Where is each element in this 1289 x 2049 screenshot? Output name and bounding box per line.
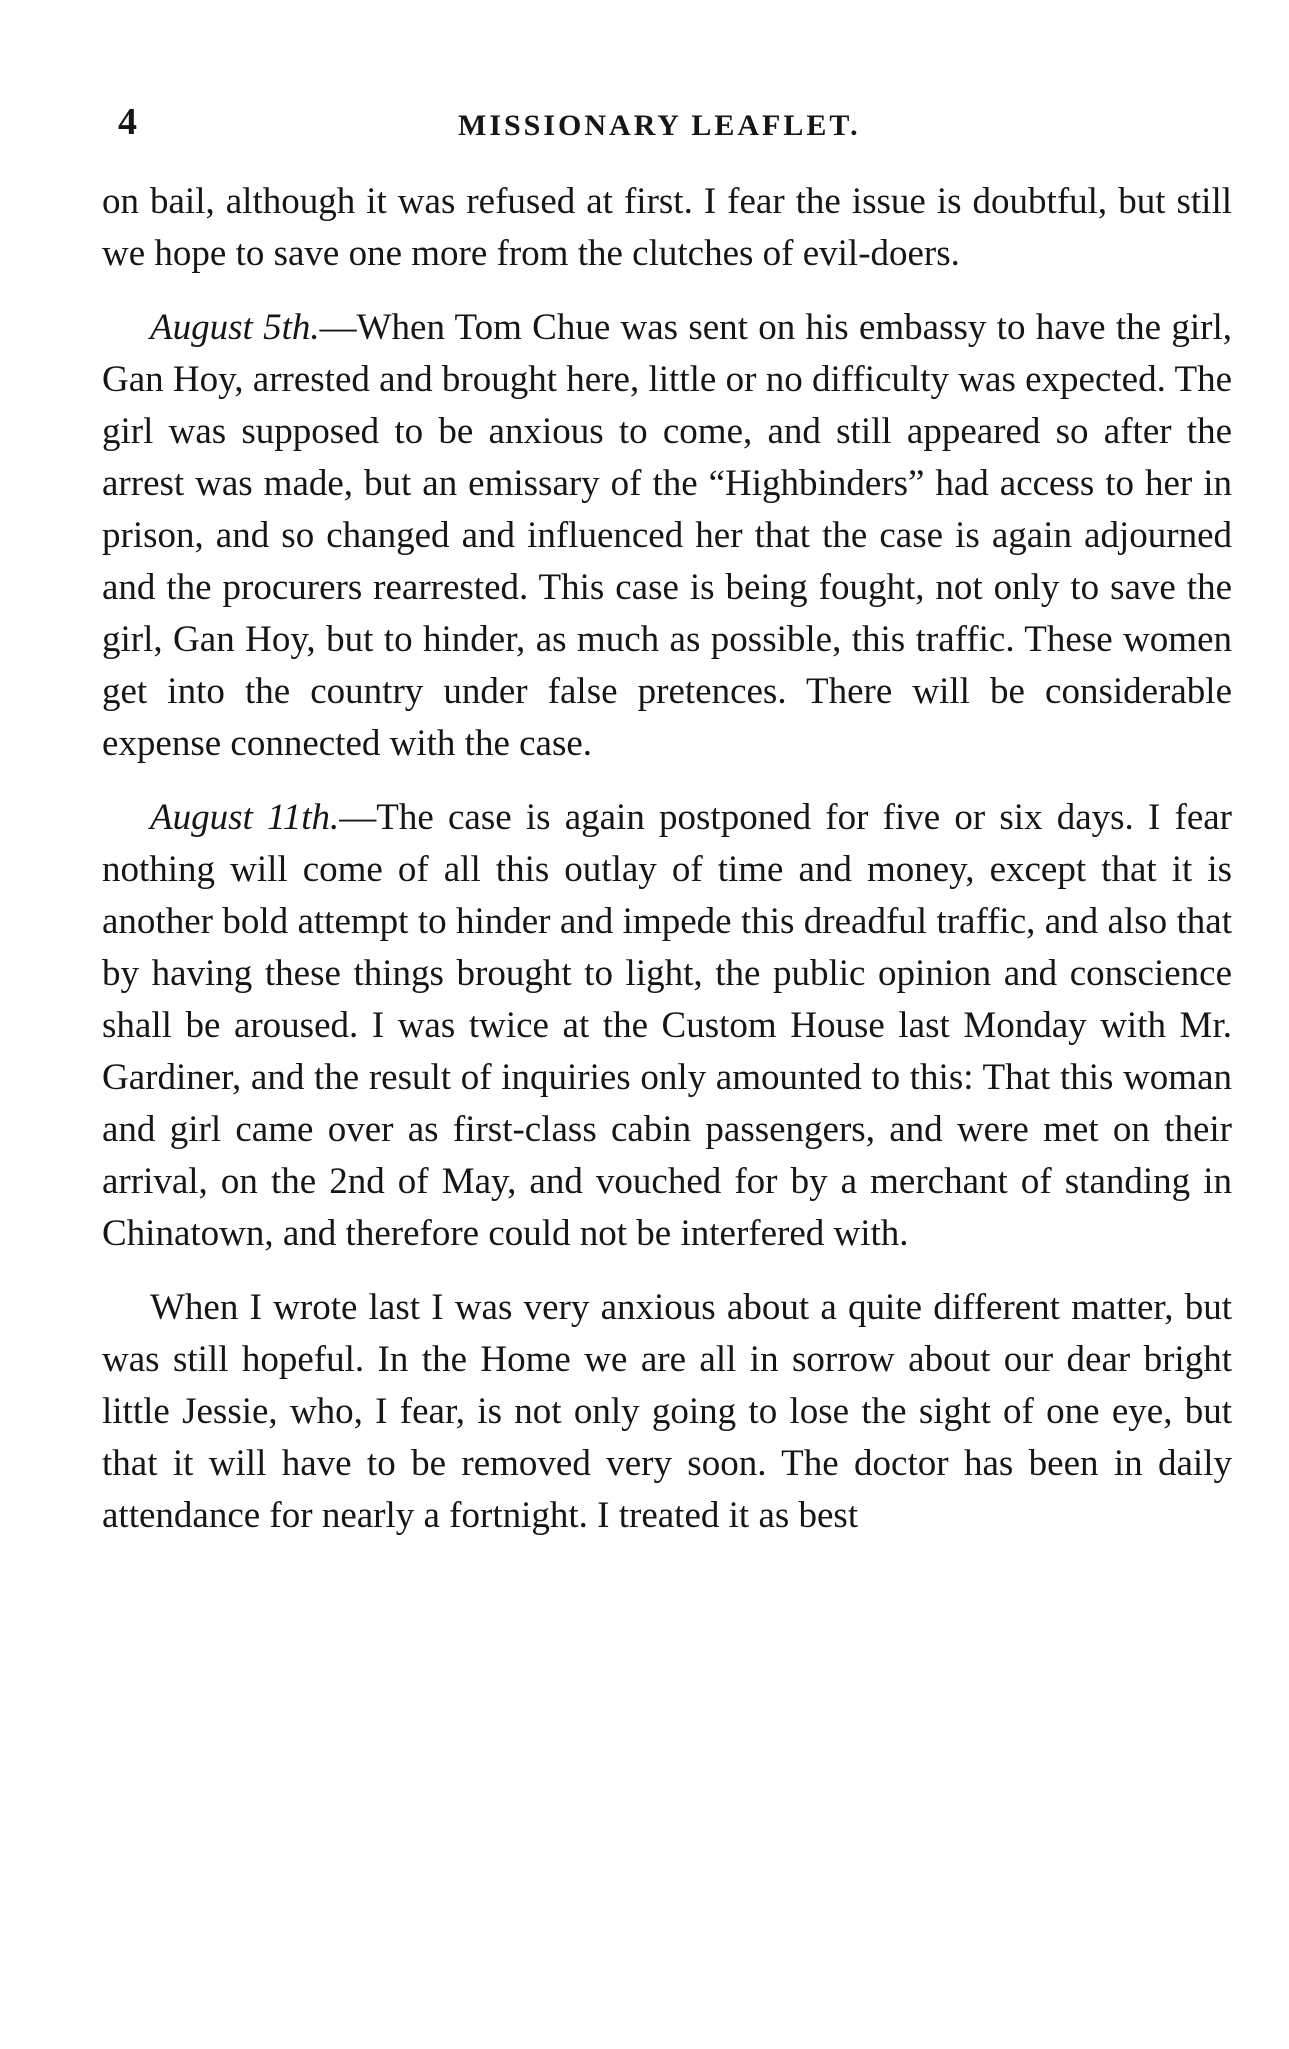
paragraph-date: August 11th. <box>150 797 340 838</box>
paragraph-continuation <box>102 176 1232 280</box>
page-number: 4 <box>118 101 137 143</box>
paragraph-text: on bail, although it was refused at first. I fear the issue is doubtful, but still we hope to save one more from the clutches of evil-doers. <box>102 181 1232 274</box>
paragraph-text: —The case is again postponed for five or six days. I fear nothing will come of all this outlay of time and money, except that it is another bold attempt to hinder and impede this dreadful traffic, and also that by having these things brought to light, the public opinion and conscience shall be aroused. I was twice at the Custom House last Monday with Mr. Gardiner, and the result of inquiries only amounted to this: That this woman and girl came over as first-class cabin passengers, and were met on their arrival, on the 2nd of May, and vouched for by a merchant of standing in Chinatown, and therefore could not be interfered with. <box>102 797 1232 1254</box>
paragraph-text: When I wrote last I was very anxious about a quite different matter, but was still hopeful. In the Home we are all in sorrow about our dear bright little Jessie, who, I fear, is not only going to lose the sight of one eye, but that it will have to be removed very soon. The doctor has been in daily attendance for nearly a fortnight. I treated it as best <box>102 1287 1232 1536</box>
running-head <box>118 96 1228 156</box>
paragraph-august-11th <box>102 792 1232 1260</box>
paragraph-jessie <box>102 1282 1232 1542</box>
body-text <box>102 176 1232 1564</box>
running-title: MISSIONARY LEAFLET. <box>458 109 861 142</box>
paragraph-date: August 5th. <box>150 307 320 348</box>
paragraph-august-5th <box>102 302 1232 770</box>
paragraph-text: —When Tom Chue was sent on his embassy to have the girl, Gan Hoy, arrested and brought here, little or no difficulty was expected. The girl was supposed to be anxious to come, and still appeared so after the arrest was made, but an emissary of the “Highbinders” had access to her in prison, and so changed and influenced her that the case is again adjourned and the procurers rearrested. This case is being fought, not only to save the girl, Gan Hoy, but to hinder, as much as possible, this traffic. These women get into the country under false pretences. There will be considerable expense connected with the case. <box>102 307 1232 764</box>
